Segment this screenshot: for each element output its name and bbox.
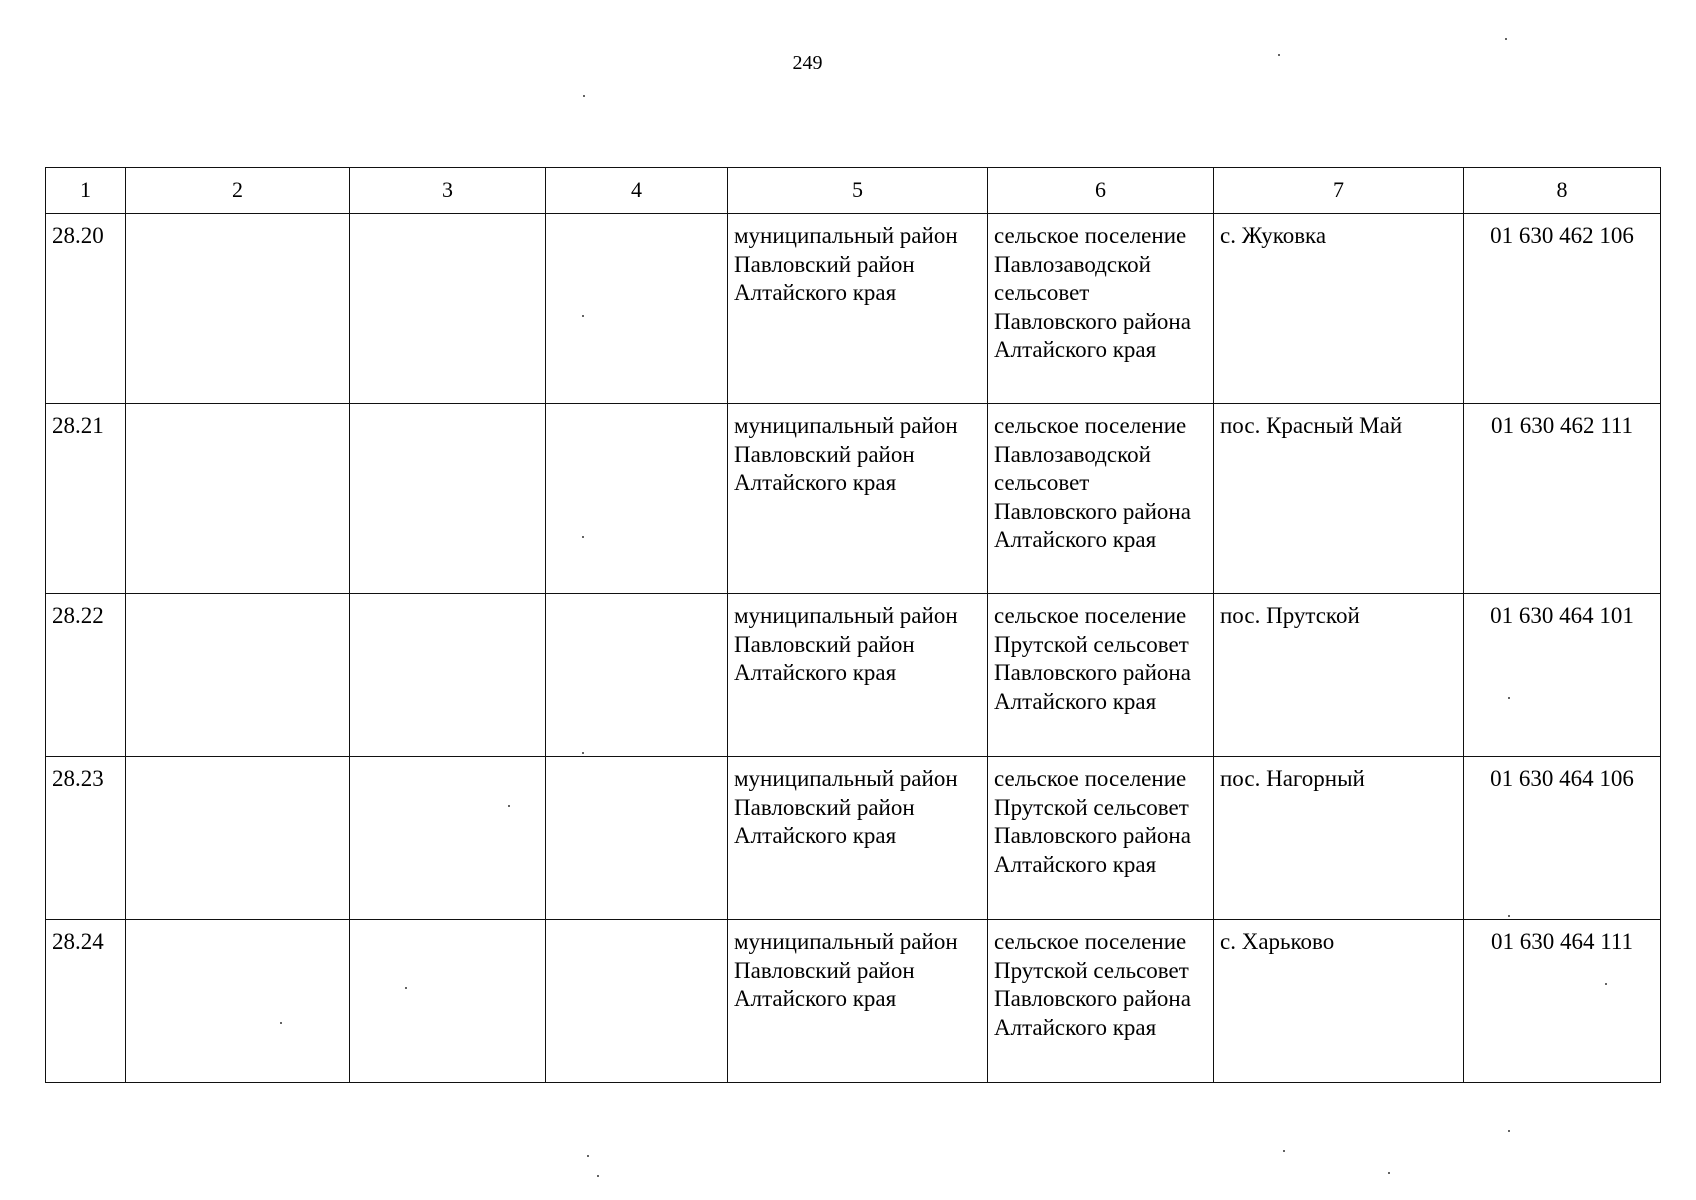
header-col-5: 5 xyxy=(728,168,988,214)
locality-cell: пос. Прутской xyxy=(1214,594,1464,757)
locality-cell: с. Жуковка xyxy=(1214,214,1464,404)
header-col-6: 6 xyxy=(988,168,1214,214)
scan-speck xyxy=(582,315,584,317)
empty-cell xyxy=(350,214,546,404)
scan-speck xyxy=(597,1175,599,1177)
table-row xyxy=(46,920,1661,1083)
district-cell: муниципальный район Павловский район Алтайского края xyxy=(728,920,988,1083)
header-row xyxy=(46,168,1661,214)
table-row xyxy=(46,214,1661,404)
district-cell: муниципальный район Павловский район Алтайского края xyxy=(728,757,988,920)
scan-speck xyxy=(587,1155,589,1157)
row-number: 28.20 xyxy=(46,214,126,404)
scan-speck xyxy=(582,752,584,754)
settlement-cell: сельское поселение Прутской сельсовет Павловского района Алтайского края xyxy=(988,757,1214,920)
empty-cell xyxy=(546,214,728,404)
empty-cell xyxy=(126,594,350,757)
district-cell: муниципальный район Павловский район Алтайского края xyxy=(728,594,988,757)
scan-speck xyxy=(1505,38,1507,40)
settlement-cell: сельское поселение Павлозаводской сельсовет Павловского района Алтайского края xyxy=(988,404,1214,594)
empty-cell xyxy=(546,594,728,757)
settlement-cell: сельское поселение Прутской сельсовет Павловского района Алтайского края xyxy=(988,594,1214,757)
table-row xyxy=(46,757,1661,920)
oktmo-code-cell: 01 630 462 111 xyxy=(1464,404,1661,594)
district-cell: муниципальный район Павловский район Алтайского края xyxy=(728,214,988,404)
header-col-4: 4 xyxy=(546,168,728,214)
header-col-8: 8 xyxy=(1464,168,1661,214)
settlement-cell: сельское поселение Прутской сельсовет Павловского района Алтайского края xyxy=(988,920,1214,1083)
empty-cell xyxy=(350,757,546,920)
scan-speck xyxy=(1508,915,1510,917)
oktmo-code-cell: 01 630 464 101 xyxy=(1464,594,1661,757)
header-col-1: 1 xyxy=(46,168,126,214)
district-cell: муниципальный район Павловский район Алтайского края xyxy=(728,404,988,594)
empty-cell xyxy=(350,404,546,594)
header-col-2: 2 xyxy=(126,168,350,214)
empty-cell xyxy=(350,920,546,1083)
scan-speck xyxy=(280,1022,282,1024)
oktmo-code-cell: 01 630 462 106 xyxy=(1464,214,1661,404)
table-body xyxy=(46,214,1661,1083)
table-row xyxy=(46,594,1661,757)
header-col-7: 7 xyxy=(1214,168,1464,214)
empty-cell xyxy=(350,594,546,757)
locality-cell: пос. Нагорный xyxy=(1214,757,1464,920)
scan-speck xyxy=(1508,697,1510,699)
scan-speck xyxy=(405,987,407,989)
empty-cell xyxy=(126,214,350,404)
row-number: 28.22 xyxy=(46,594,126,757)
scan-speck xyxy=(1605,983,1607,985)
empty-cell xyxy=(126,920,350,1083)
empty-cell xyxy=(126,757,350,920)
empty-cell xyxy=(546,404,728,594)
row-number: 28.21 xyxy=(46,404,126,594)
oktmo-code-cell: 01 630 464 106 xyxy=(1464,757,1661,920)
settlement-cell: сельское поселение Павлозаводской сельсовет Павловского района Алтайского края xyxy=(988,214,1214,404)
scan-speck xyxy=(582,536,584,538)
table-row xyxy=(46,404,1661,594)
empty-cell xyxy=(126,404,350,594)
table-header xyxy=(46,168,1661,214)
header-col-3: 3 xyxy=(350,168,546,214)
locality-cell: с. Харьково xyxy=(1214,920,1464,1083)
locality-cell: пос. Красный Май xyxy=(1214,404,1464,594)
row-number: 28.23 xyxy=(46,757,126,920)
oktmo-code-cell: 01 630 464 111 xyxy=(1464,920,1661,1083)
row-number: 28.24 xyxy=(46,920,126,1083)
scan-speck xyxy=(1388,1172,1390,1174)
scan-speck xyxy=(1283,1150,1285,1152)
empty-cell xyxy=(546,920,728,1083)
scan-speck xyxy=(1508,1130,1510,1132)
settlements-table xyxy=(45,167,1661,1083)
scan-speck xyxy=(508,805,510,807)
scan-speck xyxy=(1278,54,1280,56)
empty-cell xyxy=(546,757,728,920)
scan-speck xyxy=(583,95,585,97)
page-number: 249 xyxy=(792,52,823,74)
